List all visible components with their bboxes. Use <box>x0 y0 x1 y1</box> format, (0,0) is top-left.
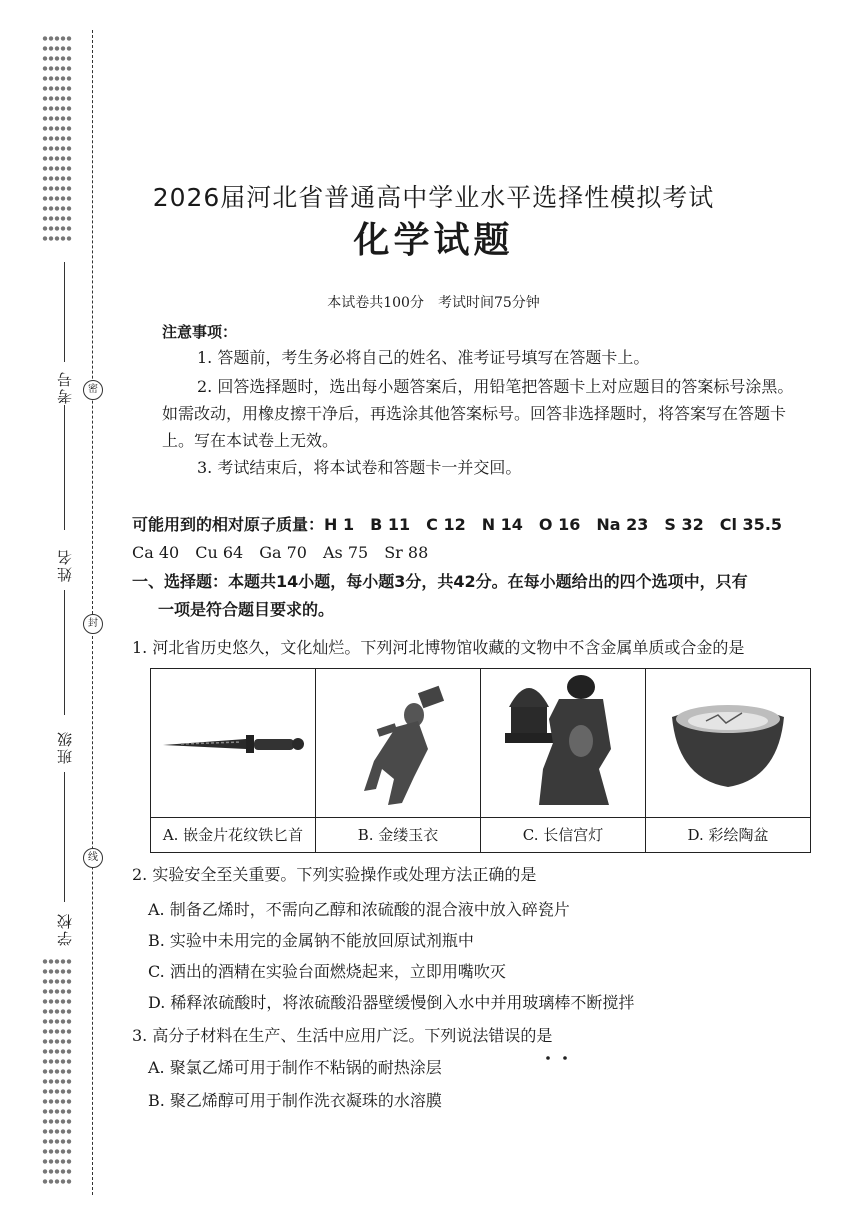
changxin-palace-lamp-image <box>481 669 645 815</box>
artifact-a <box>151 669 316 852</box>
name-label: 姓名 <box>56 548 74 582</box>
question-1-artifact-table <box>150 668 811 853</box>
artifact-c-caption: C. 长信宫灯 <box>481 817 645 852</box>
name-field <box>64 590 65 715</box>
seal-mark-xian: 线 <box>83 848 103 868</box>
artifact-b <box>316 669 481 852</box>
binding-dot-strip-bottom <box>42 958 72 1188</box>
section-1-heading-cont: 一项是符合题目要求的。 <box>158 600 335 619</box>
question-2-option-c: C. 洒出的酒精在实验台面燃烧起来，立即用嘴吹灭 <box>148 962 506 981</box>
exam-no-field-2 <box>64 405 65 530</box>
artifact-b-caption: B. 金缕玉衣 <box>316 817 480 852</box>
emphasis-dots <box>543 1046 573 1052</box>
notice-item-2-cont: 如需改动，用橡皮擦干净后，再选涂其他答案标号。回答非选择题时，将答案写在答题卡 <box>162 404 787 423</box>
iron-dagger-image <box>151 669 316 815</box>
seal-mark-mi: 密 <box>83 380 103 400</box>
class-field <box>64 772 65 902</box>
atomic-mass-text-1: 可能用到的相对原子质量：H 1 B 11 C 12 N 14 O 16 Na 23 S 32 Cl 35.5 <box>132 515 783 534</box>
notice-item-2-cont2: 上。写在本试卷上无效。 <box>162 431 339 450</box>
artifact-c <box>481 669 646 852</box>
question-2-option-a: A. 制备乙烯时，不需向乙醇和浓硫酸的混合液中放入碎瓷片 <box>148 900 570 919</box>
class-label: 班级 <box>56 730 74 764</box>
question-2-option-d: D. 稀释浓硫酸时，将浓硫酸沿器壁缓慢倒入水中并用玻璃棒不断搅拌 <box>148 993 635 1012</box>
question-2-option-b: B. 实验中未用完的金属钠不能放回原试剂瓶中 <box>148 931 474 950</box>
notice-item-2: 2. 回答选择题时，选出每小题答案后，用铅笔把答题卡上对应题目的答案标号涂黑。 <box>197 377 794 396</box>
notice-item-1: 1. 答题前，考生务必将自己的姓名、准考证号填写在答题卡上。 <box>197 348 650 367</box>
atomic-mass-line-1 <box>132 513 782 537</box>
question-2-stem: 2. 实验安全至关重要。下列实验操作或处理方法正确的是 <box>132 865 537 884</box>
section-1-heading: 一、选择题：本题共14小题，每小题3分，共42分。在每小题给出的四个选项中，只有 <box>132 572 748 591</box>
jade-burial-suit-image <box>316 669 476 815</box>
question-3-option-b: B. 聚乙烯醇可用于制作洗衣凝珠的水溶膜 <box>148 1091 442 1110</box>
question-1-stem: 1. 河北省历史悠久，文化灿烂。下列河北博物馆收藏的文物中不含金属单质或合金的是 <box>132 638 745 657</box>
question-3-stem: 3. 高分子材料在生产、生活中应用广泛。下列说法错误的是 <box>132 1026 553 1045</box>
notice-heading: 注意事项： <box>162 323 238 341</box>
exam-no-label: 考号 <box>56 370 74 404</box>
notice-item-3: 3. 考试结束后，将本试卷和答题卡一并交回。 <box>197 458 522 477</box>
artifact-d-caption: D. 彩绘陶盆 <box>646 817 810 852</box>
subject-title: 化学试题 <box>353 220 514 261</box>
artifact-a-caption: A. 嵌金片花纹铁匕首 <box>151 817 315 852</box>
artifact-d <box>646 669 810 852</box>
exam-no-field <box>64 262 65 362</box>
exam-meta: 本试卷共100分 考试时间75分钟 <box>327 295 540 311</box>
exam-title: 2026届河北省普通高中学业水平选择性模拟考试 <box>152 183 715 212</box>
school-label: 学校 <box>56 912 74 946</box>
seal-mark-feng: 封 <box>83 614 103 634</box>
painted-pottery-basin-image <box>646 669 810 815</box>
atomic-mass-line-2: Ca 40 Cu 64 Ga 70 As 75 Sr 88 <box>132 543 429 562</box>
question-3-option-a: A. 聚氯乙烯可用于制作不粘锅的耐热涂层 <box>148 1058 442 1077</box>
